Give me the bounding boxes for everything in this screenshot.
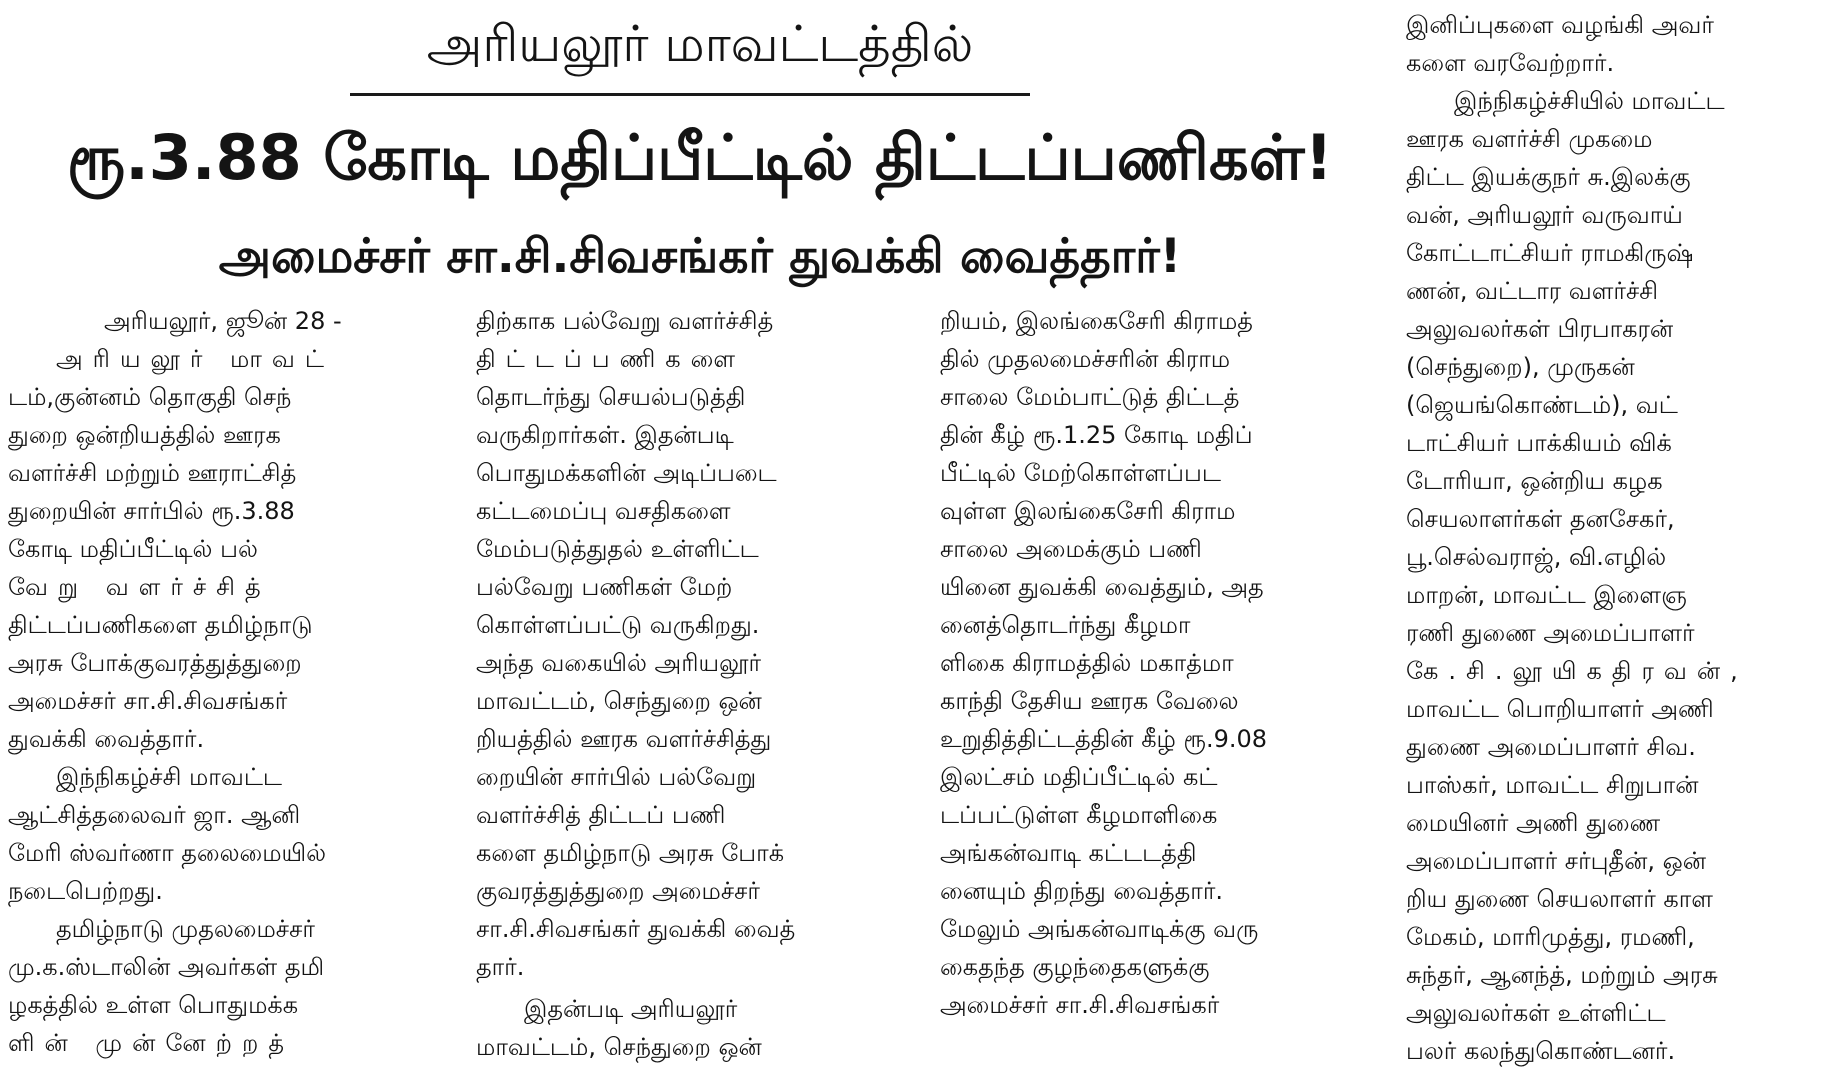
column-line: இதன்படி அரியலூர்	[524, 995, 738, 1023]
column-line: தொடர்ந்து செயல்படுத்தி	[476, 383, 746, 411]
column-line: பாஸ்கர், மாவட்ட சிறுபான்	[1406, 771, 1699, 799]
column-line: களை வரவேற்றார்.	[1406, 49, 1615, 77]
column-line: அமைப்பாளர் சர்புதீன், ஒன்	[1406, 847, 1707, 875]
column-line: இந்நிகழ்ச்சியில் மாவட்ட	[1454, 87, 1725, 115]
column-line: பல்வேறு பணிகள் மேற்	[476, 573, 733, 601]
column-line: றியத்தில் ஊரக வளர்ச்சித்து	[476, 725, 772, 753]
column-line: கோட்டாட்சியர் ராமகிருஷ்	[1406, 239, 1694, 267]
column-line: கைதந்த குழந்தைகளுக்கு	[940, 953, 1210, 981]
column-line: கொள்ளப்பட்டு வருகிறது.	[476, 611, 760, 639]
column-line: நடைபெற்றது.	[8, 877, 163, 905]
column-line: (ஜெயங்கொண்டம்), வட்	[1406, 391, 1678, 419]
column-line: குவரத்துத்துறை அமைச்சர்	[476, 877, 760, 905]
column-line: றையின் சார்பில் பல்வேறு	[476, 763, 757, 791]
column-line: மாவட்டம், செந்துறை ஒன்	[476, 1033, 762, 1061]
column-line: திட்டப்பணிகளை	[476, 345, 745, 373]
column-line: துணை அமைப்பாளர் சிவ.	[1406, 733, 1696, 761]
kicker-heading: அரியலூர் மாவட்டத்தில்	[426, 15, 974, 73]
column-line: சாலை அமைக்கும் பணி	[940, 535, 1202, 563]
column-line: மாவட்டம், செந்துறை ஒன்	[476, 687, 762, 715]
column-line: வன், அரியலூர் வருவாய்	[1406, 201, 1683, 229]
column-line: ஊரக வளர்ச்சி முகமை	[1406, 125, 1653, 153]
column-line: வருகிறார்கள். இதன்படி	[476, 421, 734, 449]
column-line: றியம், இலங்கைசேரி கிராமத்	[940, 307, 1253, 335]
article-column-2	[476, 302, 908, 1061]
column-line: கோடி மதிப்பீட்டில் பல்	[8, 535, 258, 563]
column-line: துறை ஒன்றியத்தில் ஊரக	[8, 421, 281, 449]
column-line: திட்ட இயக்குநர் சு.இலக்கு	[1406, 163, 1691, 191]
subheadline: அமைச்சர் சா.சி.சிவசங்கர் துவக்கி வைத்தார்!	[218, 229, 1182, 284]
column-line: அமைச்சர் சா.சி.சிவசங்கர்	[940, 991, 1220, 1019]
column-line: தார்.	[476, 953, 525, 981]
column-line: டம்,குன்னம் தொகுதி செந்	[8, 383, 292, 411]
column-line: தின் கீழ் ரூ.1.25 கோடி மதிப்	[940, 421, 1253, 449]
column-line: ணன், வட்டார வளர்ச்சி	[1406, 277, 1659, 305]
column-line: மேகம், மாரிமுத்து, ரமணி,	[1406, 923, 1695, 951]
article-column-1	[8, 302, 440, 1057]
column-line: தமிழ்நாடு முதலமைச்சர்	[56, 915, 315, 943]
column-line: பீட்டில் மேற்கொள்ளப்பட	[940, 459, 1222, 487]
column-line: காந்தி தேசிய ஊரக வேலை	[940, 687, 1239, 715]
column-line: துவக்கி வைத்தார்.	[8, 725, 205, 753]
column-line: அலுவலர்கள் பிரபாகரன்	[1406, 315, 1674, 343]
column-line: இந்நிகழ்ச்சி மாவட்ட	[56, 763, 283, 791]
column-line: பூ.செல்வராஜ், வி.எழில்	[1406, 543, 1667, 571]
column-line: மாறன், மாவட்ட இளைஞ	[1406, 581, 1687, 609]
column-line: அங்கன்வாடி கட்டடத்தி	[940, 839, 1197, 867]
column-line: கே.சி.லூயிகதிரவன்,	[1406, 657, 1748, 685]
column-line: மாவட்ட பொறியாளர் அணி	[1406, 695, 1714, 723]
column-line: டாட்சியர் பாக்கியம் விக்	[1406, 429, 1672, 457]
column-line: ஆட்சித்தலைவர் ஜா. ஆனி	[8, 801, 301, 829]
column-line: மையினர் அணி துணை	[1406, 809, 1661, 837]
column-line: மு.க.ஸ்டாலின் அவர்கள் தமி	[8, 953, 325, 981]
column-line: வேறு வளர்ச்சித்	[8, 573, 271, 601]
column-line: வளர்ச்சி மற்றும் ஊராட்சித்	[8, 459, 297, 487]
column-line: டோரியா, ஒன்றிய கழக	[1406, 467, 1663, 495]
column-line: இலட்சம் மதிப்பீட்டில் கட்	[940, 763, 1218, 791]
column-line: பலர் கலந்துகொண்டனர்.	[1406, 1037, 1676, 1065]
column-line: சுந்தர், ஆனந்த், மற்றும் அரசு	[1406, 961, 1718, 989]
column-line: னையும் திறந்து வைத்தார்.	[940, 877, 1223, 905]
headline: ரூ.3.88 கோடி மதிப்பீட்டில் திட்டப்பணிகள்!	[67, 121, 1333, 194]
column-line: அலுவலர்கள் உள்ளிட்ட	[1406, 999, 1666, 1027]
column-line: மேம்படுத்துதல் உள்ளிட்ட	[476, 535, 759, 563]
column-line: சா.சி.சிவசங்கர் துவக்கி வைத்	[476, 915, 796, 943]
column-line: துறையின் சார்பில் ரூ.3.88	[8, 497, 295, 525]
column-line: யினை துவக்கி வைத்தும், அத	[940, 573, 1264, 601]
column-line: (செந்துறை), முருகன்	[1406, 353, 1635, 381]
column-line: செயலாளர்கள் தனசேகர்,	[1406, 505, 1675, 533]
column-line: களை தமிழ்நாடு அரசு போக்	[476, 839, 785, 867]
article-column-3	[940, 302, 1376, 1042]
column-line: சாலை மேம்பாட்டுத் திட்டத்	[940, 383, 1240, 411]
column-line: அரசு போக்குவரத்துத்துறை	[8, 649, 302, 677]
column-line: ளிகை கிராமத்தில் மகாத்மா	[940, 649, 1234, 677]
column-line: அந்த வகையில் அரியலூர்	[476, 649, 761, 677]
column-line: றிய துணை செயலாளர் காள	[1406, 885, 1713, 913]
column-line: னைத்தொடர்ந்து கீழமா	[940, 611, 1191, 639]
column-line: உறுதித்திட்டத்தின் கீழ் ரூ.9.08	[940, 725, 1268, 753]
column-line: திட்டப்பணிகளை தமிழ்நாடு	[8, 611, 313, 639]
column-line: கட்டமைப்பு வசதிகளை	[476, 497, 731, 525]
column-line: வளர்ச்சித் திட்டப் பணி	[476, 801, 726, 829]
column-line: அமைச்சர் சா.சி.சிவசங்கர்	[8, 687, 288, 715]
column-line: ழகத்தில் உள்ள பொதுமக்க	[8, 991, 299, 1019]
column-line: ரணி துணை அமைப்பாளர்	[1406, 619, 1695, 647]
column-line: இனிப்புகளை வழங்கி அவர்	[1406, 11, 1714, 39]
column-line: அரியலூர் மாவட்	[56, 345, 334, 373]
column-line: டப்பட்டுள்ள கீழமாளிகை	[940, 801, 1218, 829]
column-line: திற்காக பல்வேறு வளர்ச்சித்	[476, 307, 774, 335]
dateline: அரியலூர், ஜூன் 28 -	[104, 307, 342, 335]
column-line: மேரி ஸ்வர்ணா தலைமையில்	[8, 839, 327, 867]
kicker-divider	[350, 93, 1030, 96]
column-line: வுள்ள இலங்கைசேரி கிராம	[940, 497, 1236, 525]
column-line: பொதுமக்களின் அடிப்படை	[476, 459, 777, 487]
column-line: ளின் முன்னேற்றத்	[8, 1029, 294, 1057]
column-line: மேலும் அங்கன்வாடிக்கு வரு	[940, 915, 1259, 943]
column-line: தில் முதலமைச்சரின் கிராம	[940, 345, 1231, 373]
article-column-4	[1406, 6, 1838, 1065]
